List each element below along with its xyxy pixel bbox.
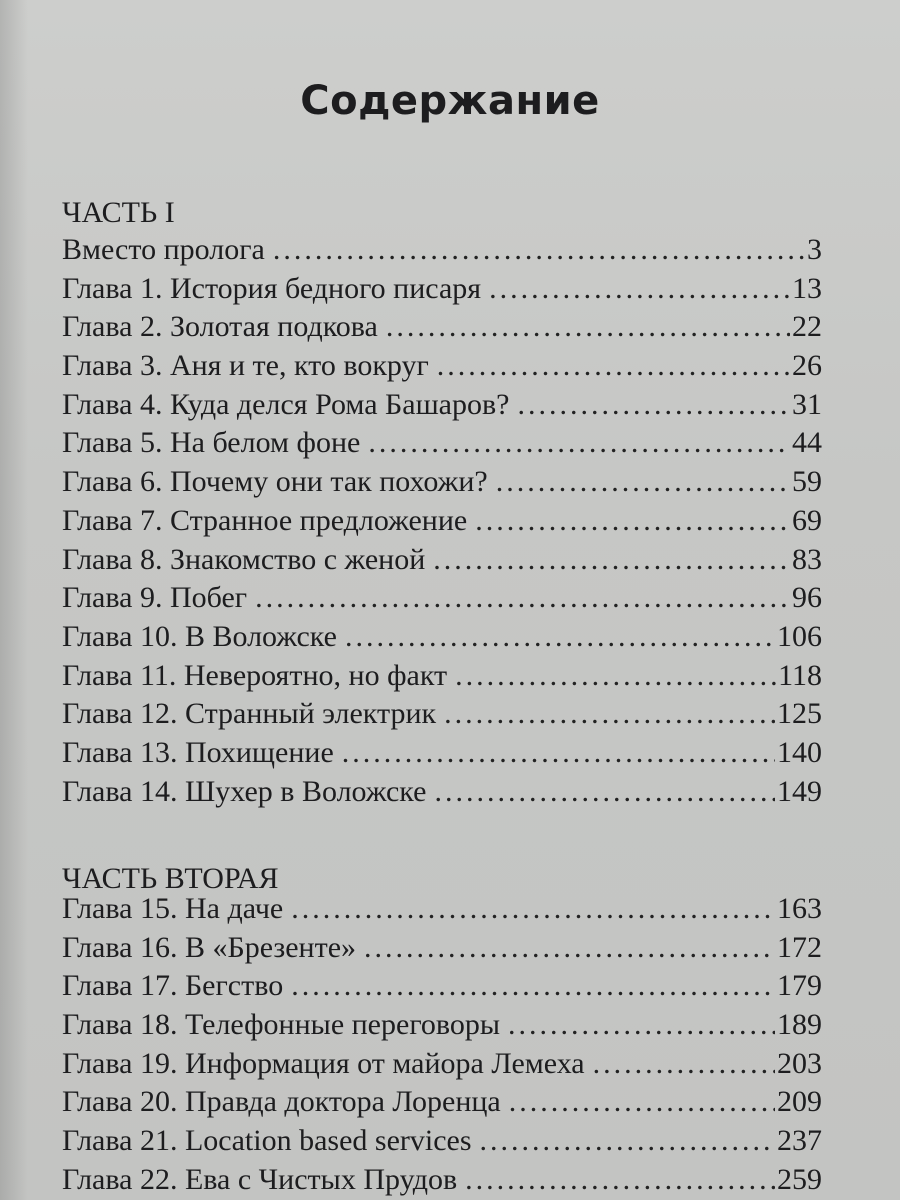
dot-leader: [455, 659, 776, 693]
toc-entry-page: 44: [792, 426, 822, 460]
dot-leader: [475, 504, 790, 538]
dot-leader: [433, 543, 790, 577]
dot-leader: [437, 349, 790, 383]
toc-entry-label: Глава 7. Странное предложение: [62, 503, 468, 537]
toc-entry: [62, 465, 822, 504]
toc-entry: [62, 388, 822, 427]
toc-entry-label: Глава 22. Ева с Чистых Прудов: [62, 1162, 458, 1196]
toc-entry: [62, 1085, 822, 1124]
dot-leader: [291, 969, 775, 1003]
dot-leader: [496, 465, 790, 499]
dot-leader: [345, 620, 775, 654]
toc-entry: [62, 969, 822, 1008]
toc-entry-page: 163: [777, 892, 822, 925]
dot-leader: [255, 581, 790, 615]
toc-entry-label: Глава 19. Информация от майора Лемеха: [62, 1046, 585, 1080]
toc-entry-page: 3: [807, 233, 822, 266]
toc-entry-label: Глава 11. Невероятно, но факт: [62, 658, 448, 692]
part-heading: ЧАСТЬ I: [62, 196, 175, 229]
toc-entry: [62, 543, 822, 582]
dot-leader: [489, 272, 790, 306]
toc-entry-page: 106: [777, 619, 822, 653]
toc-entry: [62, 310, 822, 349]
toc-entry: [62, 892, 822, 931]
toc-entry-label: Глава 1. История бедного писаря: [62, 271, 482, 305]
dot-leader: [508, 1008, 775, 1042]
toc-entry: [62, 1008, 822, 1047]
dot-leader: [291, 892, 775, 926]
toc-entry-label: Глава 16. В «Брезенте»: [62, 930, 357, 964]
toc-entry-label: Глава 2. Золотая подкова: [62, 310, 378, 344]
toc-entry-page: 125: [777, 697, 822, 731]
toc-entry-label: Глава 9. Побег: [62, 581, 248, 615]
toc-entry-page: 69: [792, 503, 822, 537]
toc-entry-page: 209: [777, 1085, 822, 1119]
toc-entry-label: Глава 4. Куда делся Рома Башаров?: [62, 387, 510, 421]
dot-leader: [386, 310, 790, 344]
toc-entry-label: Глава 8. Знакомство с женой: [62, 542, 426, 576]
page-shadow: [0, 0, 28, 1200]
toc-entry-label: Глава 21. Location based services: [62, 1124, 472, 1158]
toc-entry-page: 22: [792, 310, 822, 344]
toc-entry: [62, 659, 822, 698]
toc-entry: [62, 736, 822, 775]
toc-list: [62, 892, 822, 1200]
toc-entry: [62, 426, 822, 465]
dot-leader: [368, 426, 790, 460]
dot-leader: [434, 775, 775, 809]
dot-leader: [517, 388, 790, 422]
toc-entry: [62, 233, 822, 272]
toc-entry: [62, 1124, 822, 1163]
toc-entry: [62, 504, 822, 543]
toc-entry-label: Глава 17. Бегство: [62, 969, 284, 1003]
dot-leader: [480, 1124, 775, 1158]
toc-entry-page: 149: [777, 774, 822, 808]
toc-entry-page: 259: [777, 1162, 822, 1196]
toc-entry-page: 96: [792, 581, 822, 615]
toc-entry-page: 83: [792, 542, 822, 576]
toc-entry: [62, 349, 822, 388]
dot-leader: [509, 1085, 775, 1119]
part-heading: ЧАСТЬ ВТОРАЯ: [62, 862, 279, 895]
toc-entry: [62, 272, 822, 311]
toc-entry: [62, 581, 822, 620]
toc-entry: [62, 697, 822, 736]
toc-entry: [62, 931, 822, 970]
dot-leader: [273, 233, 805, 267]
toc-entry-label: Глава 10. В Воложске: [62, 619, 337, 653]
toc-entry-page: 172: [777, 930, 822, 964]
toc-entry-label: Глава 6. Почему они так похожи?: [62, 465, 488, 499]
toc-entry-page: 31: [792, 387, 822, 421]
page-title: Содержание: [300, 78, 600, 124]
dot-leader: [444, 697, 775, 731]
toc-list: [62, 233, 822, 813]
toc-entry-label: Глава 14. Шухер в Воложске: [62, 774, 427, 808]
toc-entry: [62, 775, 822, 814]
toc-entry: [62, 1047, 822, 1086]
toc-entry-page: 59: [792, 465, 822, 499]
toc-entry-label: Глава 20. Правда доктора Лоренца: [62, 1085, 501, 1119]
toc-entry-label: Глава 5. На белом фоне: [62, 426, 361, 460]
toc-entry-page: 118: [778, 658, 822, 692]
toc-entry: [62, 620, 822, 659]
toc-entry-label: Глава 15. На даче: [62, 892, 284, 925]
toc-entry-page: 140: [777, 735, 822, 769]
toc-entry-page: 179: [777, 969, 822, 1003]
toc-entry-label: Глава 12. Странный электрик: [62, 697, 437, 731]
dot-leader: [593, 1047, 775, 1081]
toc-entry-label: Глава 18. Телефонные переговоры: [62, 1008, 500, 1042]
dot-leader: [342, 736, 775, 770]
toc-entry: [62, 1163, 822, 1200]
toc-entry-label: Глава 3. Аня и те, кто вокруг: [62, 349, 429, 383]
dot-leader: [364, 931, 775, 965]
toc-entry-page: 237: [777, 1124, 822, 1158]
toc-entry-page: 189: [777, 1008, 822, 1042]
toc-entry-label: Глава 13. Похищение: [62, 735, 334, 769]
dot-leader: [465, 1163, 775, 1197]
toc-entry-label: Вместо пролога: [62, 233, 265, 266]
toc-entry-page: 26: [792, 349, 822, 383]
toc-entry-page: 13: [792, 271, 822, 305]
toc-entry-page: 203: [777, 1046, 822, 1080]
